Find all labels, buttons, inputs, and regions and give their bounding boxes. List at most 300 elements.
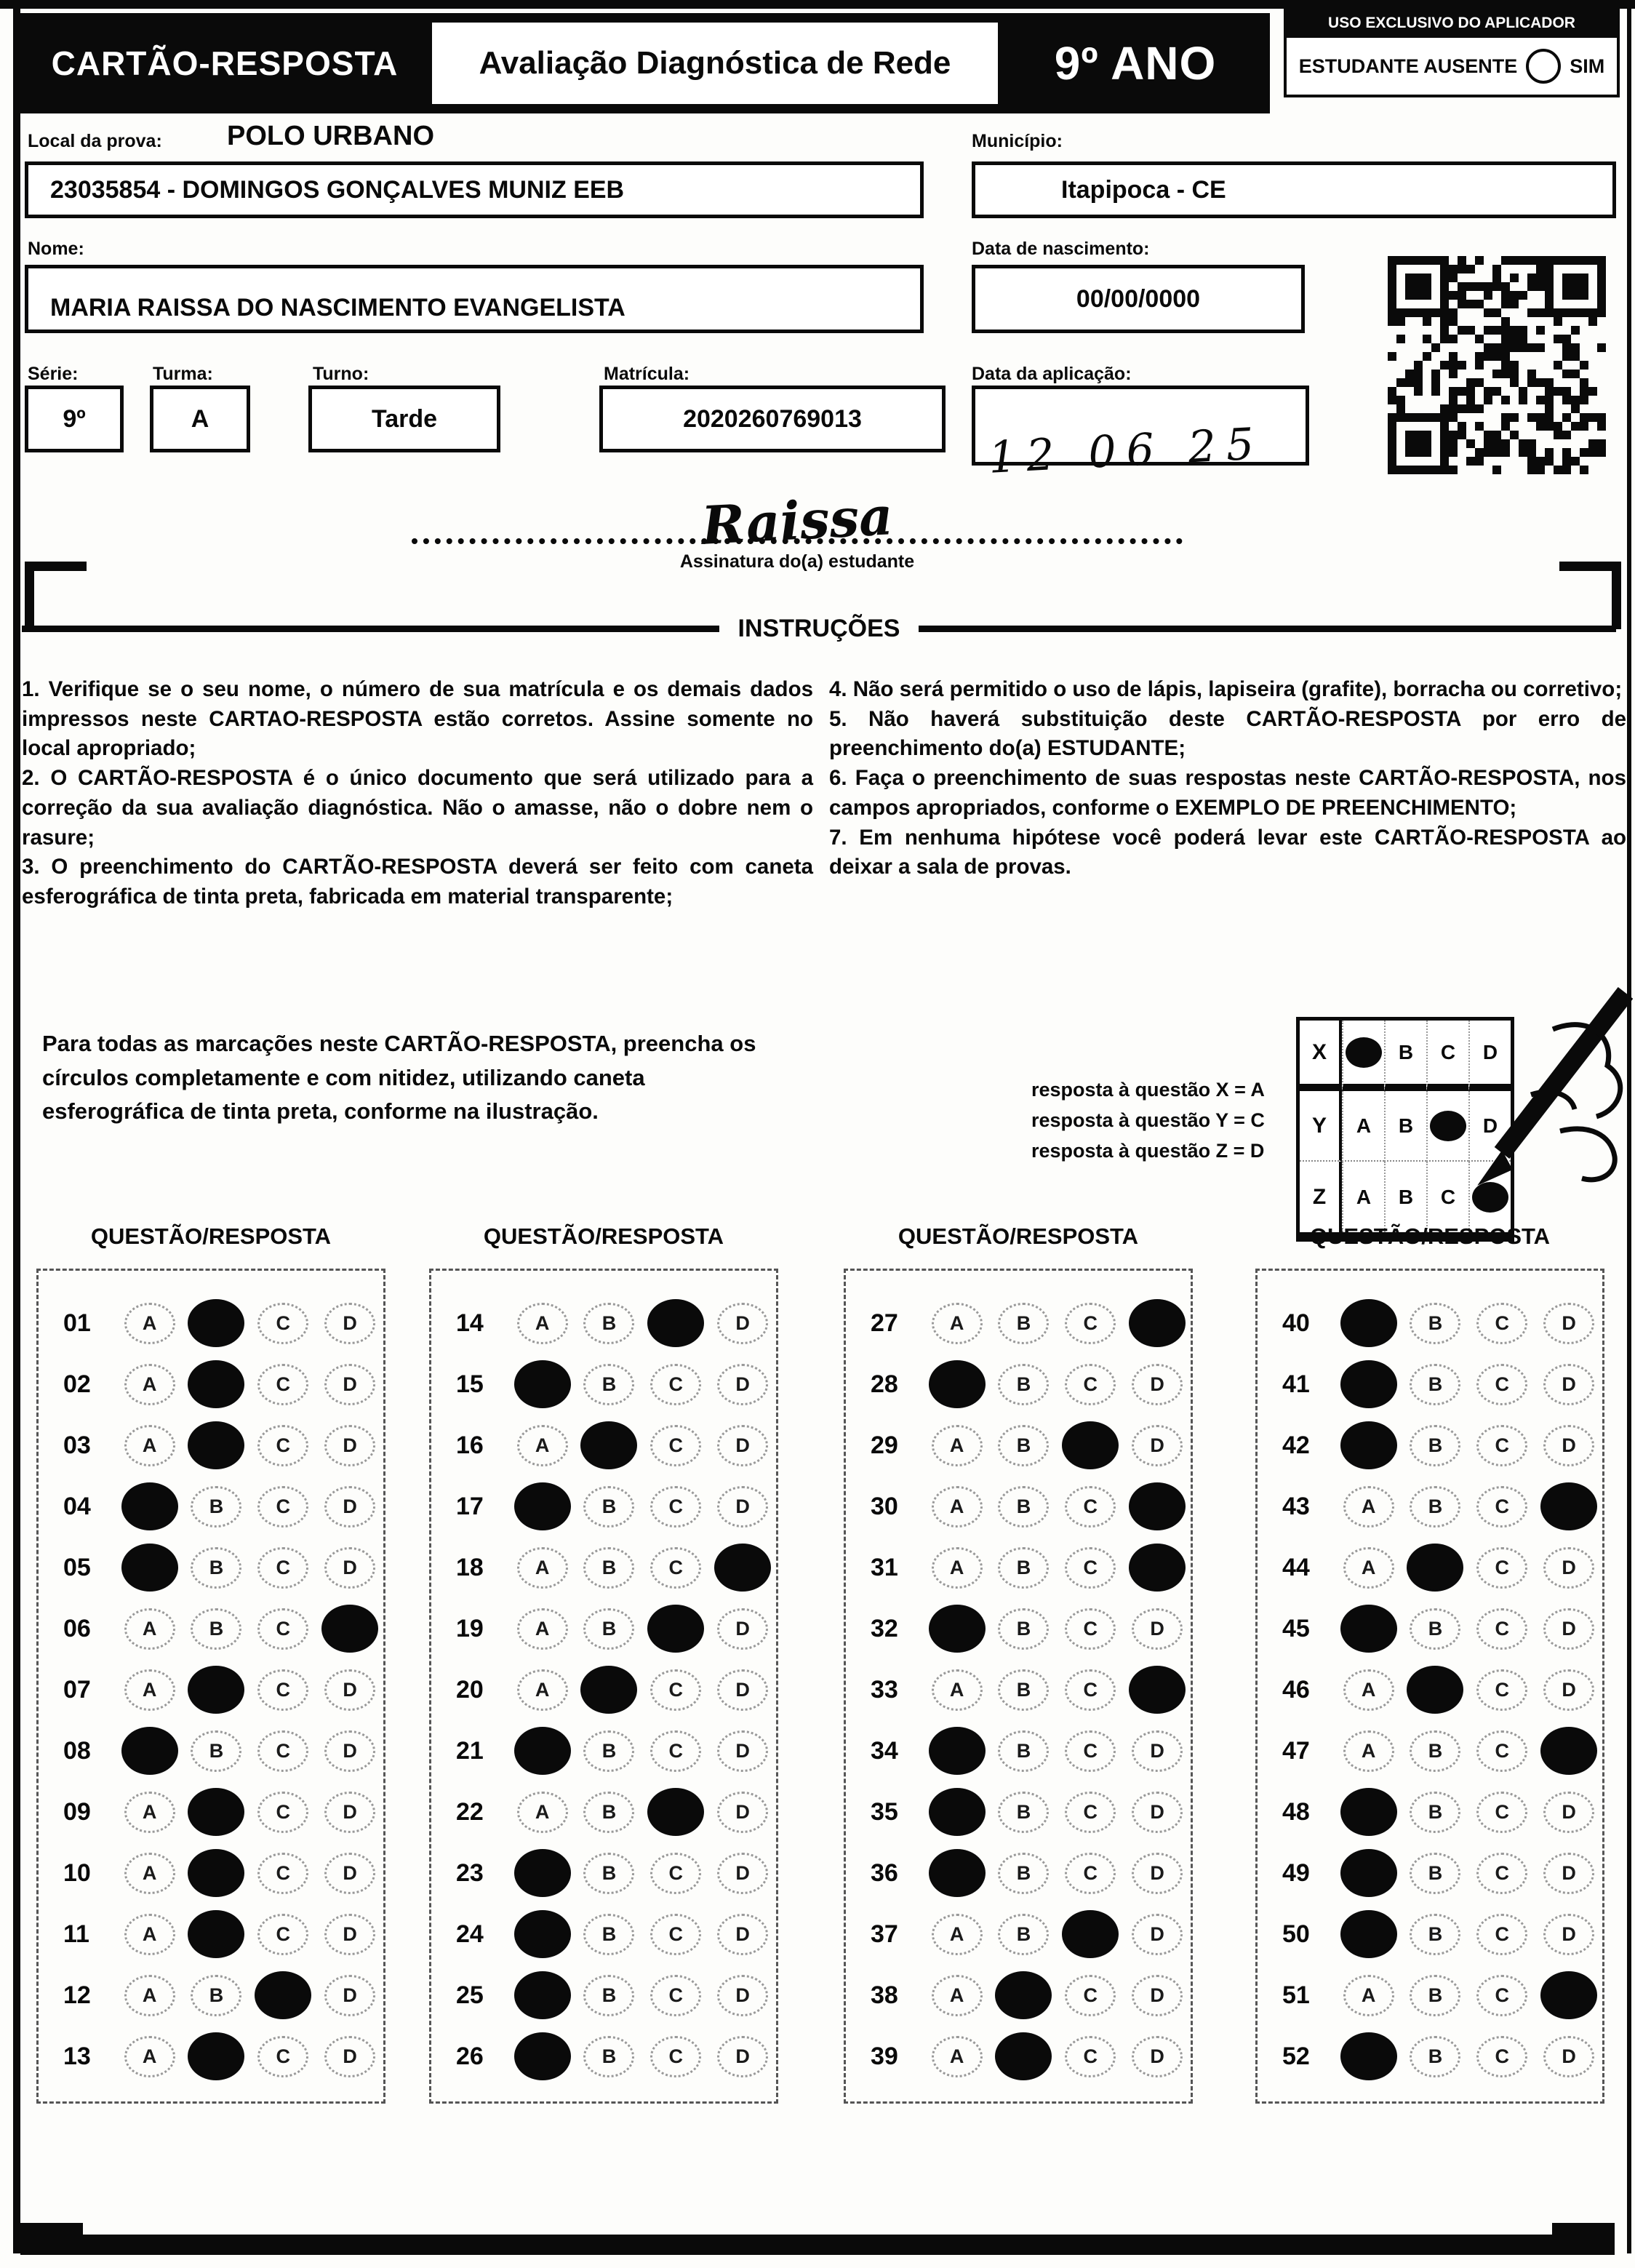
example-option-cell: A xyxy=(1342,1162,1384,1232)
question-number: 46 xyxy=(1282,1675,1310,1704)
answer-bubble-filled[interactable] xyxy=(580,1421,637,1469)
answer-bubble[interactable]: C xyxy=(650,1975,701,2016)
answer-bubble[interactable]: B xyxy=(998,1425,1049,1466)
answer-bubble[interactable]: A xyxy=(124,1853,175,1894)
answer-bubble[interactable]: B xyxy=(191,1486,241,1528)
answer-bubble[interactable]: D xyxy=(717,1303,768,1344)
answer-bubble[interactable]: A xyxy=(932,1547,983,1589)
answer-column xyxy=(844,1269,1193,2104)
answer-bubble[interactable]: A xyxy=(517,1303,568,1344)
municipio-field: Itapipoca - CE xyxy=(972,161,1616,218)
example-filled-bubble xyxy=(1430,1111,1466,1141)
example-grid xyxy=(1296,1017,1514,1242)
answer-bubble[interactable]: B xyxy=(1410,1975,1460,2016)
example-option-cell: B xyxy=(1384,1091,1426,1162)
answer-bubble-filled[interactable] xyxy=(121,1544,178,1592)
answer-row xyxy=(63,1537,383,1598)
answer-row xyxy=(871,1415,1191,1476)
example-legend-line: resposta à questão Z = D xyxy=(1031,1139,1265,1162)
answer-bubble[interactable]: C xyxy=(650,1486,701,1528)
answer-bubble-filled[interactable] xyxy=(1340,1360,1397,1408)
answer-row xyxy=(871,1293,1191,1354)
question-number: 13 xyxy=(63,2042,91,2070)
answer-bubble-filled[interactable] xyxy=(1540,1971,1597,2019)
matricula-label: Matrícula: xyxy=(604,364,690,384)
answer-bubble-filled[interactable] xyxy=(121,1482,178,1530)
question-number: 49 xyxy=(1282,1858,1310,1887)
answer-bubble[interactable]: B xyxy=(998,1669,1049,1711)
answer-row xyxy=(1282,1537,1602,1598)
answer-bubble-filled[interactable] xyxy=(647,1299,704,1347)
question-number: 32 xyxy=(871,1614,898,1642)
answer-bubble[interactable]: C xyxy=(1065,1853,1116,1894)
answer-bubble[interactable]: C xyxy=(1476,2036,1527,2077)
answer-bubble[interactable]: B xyxy=(583,1792,634,1833)
answer-bubble-filled[interactable] xyxy=(188,1849,244,1897)
answer-bubble[interactable]: D xyxy=(1543,1669,1594,1711)
answer-bubble[interactable]: C xyxy=(1065,1486,1116,1528)
answer-bubble[interactable]: D xyxy=(324,1730,375,1772)
answer-row xyxy=(456,1598,776,1659)
question-number: 16 xyxy=(456,1431,484,1459)
answer-bubble[interactable]: B xyxy=(1410,1486,1460,1528)
answer-bubble[interactable]: B xyxy=(191,1608,241,1650)
answer-bubble[interactable]: D xyxy=(1132,1853,1183,1894)
answer-row xyxy=(456,1293,776,1354)
answer-row xyxy=(1282,1293,1602,1354)
answer-bubble[interactable]: D xyxy=(1543,2036,1594,2077)
answer-bubble[interactable]: B xyxy=(1410,1364,1460,1405)
answer-bubble[interactable]: A xyxy=(124,1303,175,1344)
answer-bubble-filled[interactable] xyxy=(255,1971,311,2019)
question-number: 39 xyxy=(871,2042,898,2070)
answer-row xyxy=(871,1842,1191,1904)
answer-bubble[interactable]: D xyxy=(324,1486,375,1528)
answer-bubble[interactable]: A xyxy=(932,1486,983,1528)
turno-field: Tarde xyxy=(308,386,500,452)
answer-row xyxy=(871,1904,1191,1965)
answer-bubble-filled[interactable] xyxy=(1340,1910,1397,1958)
answer-bubble-filled[interactable] xyxy=(995,2032,1052,2080)
question-number: 14 xyxy=(456,1309,484,1337)
answer-bubble[interactable]: C xyxy=(1476,1975,1527,2016)
answer-bubble-filled[interactable] xyxy=(514,2032,571,2080)
answer-bubble-filled[interactable] xyxy=(188,1788,244,1836)
answer-bubble[interactable]: D xyxy=(1543,1608,1594,1650)
answer-bubble-filled[interactable] xyxy=(1407,1544,1463,1592)
answer-column xyxy=(1255,1269,1604,2104)
local-label: Local da prova: xyxy=(28,131,162,151)
signature-caption: Assinatura do(a) estudante xyxy=(679,551,915,572)
answer-bubble[interactable]: D xyxy=(1543,1364,1594,1405)
answer-bubble[interactable]: A xyxy=(932,1303,983,1344)
answer-bubble-filled[interactable] xyxy=(514,1482,571,1530)
answer-bubble-filled[interactable] xyxy=(929,1788,986,1836)
bottom-timing-bar xyxy=(20,2235,1615,2255)
answer-row xyxy=(63,1720,383,1781)
answer-bubble[interactable]: C xyxy=(257,1792,308,1833)
question-number: 33 xyxy=(871,1675,898,1704)
example-legend-line: resposta à questão Y = C xyxy=(1031,1109,1265,1131)
answer-bubble[interactable]: C xyxy=(1065,1364,1116,1405)
answer-bubble[interactable]: D xyxy=(717,1425,768,1466)
answer-bubble-filled[interactable] xyxy=(121,1727,178,1775)
example-option-cell: C xyxy=(1426,1162,1468,1232)
answer-bubble-filled[interactable] xyxy=(1340,1605,1397,1653)
answer-bubble[interactable]: B xyxy=(998,1547,1049,1589)
answer-row xyxy=(63,1781,383,1842)
divider-line-left xyxy=(22,626,719,632)
answer-bubble[interactable]: D xyxy=(1543,1792,1594,1833)
turno-label: Turno: xyxy=(313,364,369,384)
answer-bubble[interactable]: D xyxy=(717,1364,768,1405)
answer-bubble[interactable]: D xyxy=(1543,1303,1594,1344)
answer-bubble[interactable]: B xyxy=(583,1853,634,1894)
answer-bubble-filled[interactable] xyxy=(321,1605,378,1653)
answer-bubble[interactable]: B xyxy=(1410,1853,1460,1894)
answer-bubble[interactable]: C xyxy=(1065,1975,1116,2016)
aplicacao-field[interactable] xyxy=(972,386,1309,484)
answer-bubble-filled[interactable] xyxy=(1340,2032,1397,2080)
answer-bubble-filled[interactable] xyxy=(514,1849,571,1897)
answer-bubble-filled[interactable] xyxy=(1340,1849,1397,1897)
answer-bubble[interactable]: C xyxy=(650,1425,701,1466)
answer-bubble[interactable]: B xyxy=(1410,2036,1460,2077)
answer-bubble-filled[interactable] xyxy=(929,1605,986,1653)
answer-bubble[interactable]: A xyxy=(932,1975,983,2016)
example-option-cell: D xyxy=(1468,1091,1511,1162)
answer-bubble[interactable]: B xyxy=(583,1608,634,1650)
answer-bubble[interactable]: A xyxy=(124,1608,175,1650)
answer-bubble-filled[interactable] xyxy=(1540,1482,1597,1530)
answer-bubble[interactable]: D xyxy=(1543,1425,1594,1466)
answer-bubble-filled[interactable] xyxy=(188,1299,244,1347)
applicator-box xyxy=(1284,6,1620,97)
answer-bubble-filled[interactable] xyxy=(1129,1299,1186,1347)
answer-bubble[interactable]: B xyxy=(191,1975,241,2016)
answer-bubble[interactable]: B xyxy=(1410,1914,1460,1955)
fill-note: Para todas as marcações neste CARTÃO-RESPOSTA, preencha os círculos completamente e com nitidez, utilizando caneta esferográfica de tinta preta, conforme na ilustração. xyxy=(42,1031,756,1124)
divider-line-right xyxy=(919,626,1616,632)
answer-bubble[interactable]: C xyxy=(650,1669,701,1711)
instruction-item: 7. Em nenhuma hipótese você poderá levar este CARTÃO-RESPOSTA ao deixar a sala de provas. xyxy=(829,825,1626,879)
answer-bubble[interactable]: D xyxy=(324,1364,375,1405)
answer-bubble[interactable]: A xyxy=(517,1547,568,1589)
answer-bubble[interactable]: B xyxy=(1410,1792,1460,1833)
answer-bubble[interactable]: A xyxy=(1343,1975,1394,2016)
answer-bubble-filled[interactable] xyxy=(1340,1299,1397,1347)
answer-bubble[interactable]: D xyxy=(1132,1975,1183,2016)
answer-bubble[interactable]: D xyxy=(1132,1792,1183,1833)
answer-bubble[interactable]: A xyxy=(932,1914,983,1955)
answer-bubble[interactable]: D xyxy=(717,1486,768,1528)
answer-bubble[interactable]: B xyxy=(998,1486,1049,1528)
answer-bubble[interactable]: B xyxy=(1410,1303,1460,1344)
answer-bubble[interactable]: C xyxy=(1476,1486,1527,1528)
answer-bubble[interactable]: A xyxy=(517,1425,568,1466)
answer-bubble[interactable]: D xyxy=(324,1425,375,1466)
answer-bubble[interactable]: C xyxy=(650,1730,701,1772)
instruction-item: 3. O preenchimento do CARTÃO-RESPOSTA deverá ser feito com caneta esferográfica de tinta preta, fabricada em material transparente; xyxy=(22,855,813,909)
answer-bubble[interactable]: A xyxy=(124,2036,175,2077)
answer-bubble[interactable]: D xyxy=(717,1853,768,1894)
answer-bubble[interactable]: B xyxy=(998,1792,1049,1833)
answer-bubble-filled[interactable] xyxy=(188,1360,244,1408)
question-number: 10 xyxy=(63,1858,91,1887)
answer-bubble[interactable]: A xyxy=(1343,1669,1394,1711)
answer-bubble[interactable]: D xyxy=(324,1853,375,1894)
answer-bubble[interactable]: C xyxy=(257,1730,308,1772)
answer-bubble-filled[interactable] xyxy=(188,1421,244,1469)
answer-bubble-filled[interactable] xyxy=(1129,1666,1186,1714)
answer-bubble-filled[interactable] xyxy=(188,1666,244,1714)
answer-bubble[interactable]: C xyxy=(1065,1792,1116,1833)
turma-field: A xyxy=(150,386,250,452)
answer-bubble-filled[interactable] xyxy=(647,1605,704,1653)
answer-bubble[interactable]: B xyxy=(583,1730,634,1772)
answer-bubble[interactable]: C xyxy=(650,1914,701,1955)
example-row-label: Y xyxy=(1300,1091,1342,1162)
answer-bubble[interactable]: D xyxy=(1132,1730,1183,1772)
answer-row xyxy=(871,1537,1191,1598)
qr-code xyxy=(1388,256,1619,487)
answer-bubble-filled[interactable] xyxy=(514,1910,571,1958)
answer-bubble[interactable]: B xyxy=(998,1914,1049,1955)
answer-bubble[interactable]: C xyxy=(257,2036,308,2077)
example-option-cell xyxy=(1426,1091,1468,1162)
answer-bubble[interactable]: B xyxy=(998,1853,1049,1894)
answer-bubble[interactable]: C xyxy=(1476,1669,1527,1711)
answer-bubble[interactable]: B xyxy=(998,1364,1049,1405)
answer-bubble[interactable]: D xyxy=(717,1730,768,1772)
instructions-right-column xyxy=(829,675,1626,882)
answer-bubble[interactable]: B xyxy=(1410,1730,1460,1772)
answer-row xyxy=(63,1293,383,1354)
aplicacao-handwritten-value: 12 06 25 xyxy=(987,418,1266,484)
answer-bubble-filled[interactable] xyxy=(1062,1421,1119,1469)
answer-bubble[interactable]: D xyxy=(717,2036,768,2077)
nascimento-label: Data de nascimento: xyxy=(972,239,1150,259)
answer-bubble-filled[interactable] xyxy=(714,1544,771,1592)
answer-bubble[interactable]: D xyxy=(324,1975,375,2016)
answer-bubble-filled[interactable] xyxy=(514,1971,571,2019)
answer-column-title: QUESTÃO/RESPOSTA xyxy=(898,1223,1139,1249)
header-band xyxy=(20,13,1270,113)
answer-bubble[interactable]: D xyxy=(324,1914,375,1955)
answer-bubble[interactable]: B xyxy=(998,1608,1049,1650)
answer-bubble[interactable]: C xyxy=(1065,1608,1116,1650)
answer-bubble[interactable]: B xyxy=(583,1303,634,1344)
answer-bubble-filled[interactable] xyxy=(188,2032,244,2080)
question-number: 19 xyxy=(456,1614,484,1642)
answer-bubble[interactable]: A xyxy=(1343,1486,1394,1528)
answer-bubble[interactable]: C xyxy=(650,2036,701,2077)
answer-bubble[interactable]: D xyxy=(717,1975,768,2016)
answer-bubble[interactable]: C xyxy=(1476,1730,1527,1772)
answer-bubble[interactable]: A xyxy=(932,1669,983,1711)
answer-bubble[interactable]: C xyxy=(1476,1547,1527,1589)
answer-bubble[interactable]: A xyxy=(1343,1547,1394,1589)
answer-bubble[interactable]: A xyxy=(517,1608,568,1650)
answer-bubble[interactable]: C xyxy=(257,1853,308,1894)
answer-bubble[interactable]: D xyxy=(324,1669,375,1711)
answer-bubble[interactable]: C xyxy=(1065,1547,1116,1589)
answer-bubble[interactable]: B xyxy=(998,1303,1049,1344)
answer-bubble[interactable]: C xyxy=(257,1364,308,1405)
answer-bubble-filled[interactable] xyxy=(929,1360,986,1408)
answer-row xyxy=(456,1537,776,1598)
question-number: 35 xyxy=(871,1797,898,1826)
answer-bubble[interactable]: C xyxy=(1476,1364,1527,1405)
answer-bubble-filled[interactable] xyxy=(1340,1421,1397,1469)
answer-bubble[interactable]: A xyxy=(124,1364,175,1405)
answer-bubble[interactable]: B xyxy=(583,2036,634,2077)
answer-bubble[interactable]: A xyxy=(124,1975,175,2016)
answer-bubble[interactable]: D xyxy=(1543,1914,1594,1955)
answer-bubble[interactable]: C xyxy=(1476,1853,1527,1894)
question-number: 20 xyxy=(456,1675,484,1704)
answer-bubble-filled[interactable] xyxy=(580,1666,637,1714)
answer-bubble[interactable]: B xyxy=(191,1547,241,1589)
question-number: 34 xyxy=(871,1736,898,1765)
answer-bubble[interactable]: C xyxy=(1065,1730,1116,1772)
answer-bubble[interactable]: D xyxy=(324,2036,375,2077)
answer-bubble-filled[interactable] xyxy=(1340,1788,1397,1836)
right-border-rule xyxy=(1627,7,1631,2253)
answer-bubble[interactable]: C xyxy=(257,1914,308,1955)
answer-bubble[interactable]: B xyxy=(191,1730,241,1772)
answer-bubble[interactable]: A xyxy=(1343,1730,1394,1772)
question-number: 18 xyxy=(456,1553,484,1581)
answer-bubble-filled[interactable] xyxy=(929,1849,986,1897)
answer-row xyxy=(871,1476,1191,1537)
answer-bubble[interactable]: C xyxy=(1065,1303,1116,1344)
answer-bubble-filled[interactable] xyxy=(1129,1544,1186,1592)
answer-bubble[interactable]: D xyxy=(1132,1914,1183,1955)
answer-bubble-filled[interactable] xyxy=(1407,1666,1463,1714)
question-number: 05 xyxy=(63,1553,91,1581)
answer-bubble[interactable]: A xyxy=(124,1914,175,1955)
answer-bubble-filled[interactable] xyxy=(1540,1727,1597,1775)
answer-bubble[interactable]: C xyxy=(1065,2036,1116,2077)
example-legend-line: resposta à questão X = A xyxy=(1031,1079,1265,1101)
question-number: 06 xyxy=(63,1614,91,1642)
answer-row xyxy=(871,1965,1191,2026)
answer-bubble[interactable]: A xyxy=(124,1425,175,1466)
answer-row xyxy=(1282,1415,1602,1476)
answer-bubble[interactable]: B xyxy=(1410,1425,1460,1466)
answer-bubble-filled[interactable] xyxy=(995,1971,1052,2019)
question-number: 52 xyxy=(1282,2042,1310,2070)
answer-bubble-filled[interactable] xyxy=(647,1788,704,1836)
answer-bubble[interactable]: B xyxy=(583,1975,634,2016)
answer-bubble[interactable]: C xyxy=(650,1853,701,1894)
answer-bubble-filled[interactable] xyxy=(188,1910,244,1958)
answer-bubble[interactable]: D xyxy=(717,1608,768,1650)
answer-bubble[interactable]: D xyxy=(1132,1608,1183,1650)
answer-bubble[interactable]: D xyxy=(324,1303,375,1344)
answer-bubble[interactable]: B xyxy=(998,1730,1049,1772)
answer-bubble[interactable]: D xyxy=(1132,1425,1183,1466)
answer-bubble[interactable]: D xyxy=(324,1547,375,1589)
question-number: 07 xyxy=(63,1675,91,1704)
answer-bubble[interactable]: D xyxy=(717,1914,768,1955)
answer-bubble[interactable]: C xyxy=(257,1669,308,1711)
grade-badge: 9º ANO xyxy=(1054,37,1217,89)
serie-field: 9º xyxy=(25,386,124,452)
answer-bubble[interactable]: B xyxy=(583,1914,634,1955)
answer-bubble[interactable]: D xyxy=(1132,2036,1183,2077)
example-option-cell xyxy=(1342,1021,1384,1091)
absent-bubble[interactable] xyxy=(1526,49,1561,84)
example-row-label: Z xyxy=(1300,1162,1342,1232)
question-number: 08 xyxy=(63,1736,91,1765)
answer-bubble[interactable]: C xyxy=(257,1303,308,1344)
absent-option-label: SIM xyxy=(1570,55,1605,77)
answer-bubble[interactable]: C xyxy=(1476,1425,1527,1466)
answer-row xyxy=(871,2026,1191,2087)
answer-bubble[interactable]: D xyxy=(1543,1853,1594,1894)
answer-bubble[interactable]: A xyxy=(124,1792,175,1833)
question-number: 04 xyxy=(63,1492,91,1520)
answer-bubble[interactable]: D xyxy=(717,1792,768,1833)
answer-bubble[interactable]: C xyxy=(1476,1914,1527,1955)
answer-bubble[interactable]: A xyxy=(124,1669,175,1711)
answer-bubble[interactable]: C xyxy=(257,1547,308,1589)
answer-bubble[interactable]: A xyxy=(517,1792,568,1833)
answer-bubble[interactable]: C xyxy=(1065,1669,1116,1711)
answer-bubble-filled[interactable] xyxy=(1129,1482,1186,1530)
answer-row xyxy=(63,1842,383,1904)
answer-bubble[interactable]: C xyxy=(1476,1303,1527,1344)
answer-row xyxy=(456,1781,776,1842)
answer-row xyxy=(456,1476,776,1537)
answer-bubble[interactable]: C xyxy=(257,1425,308,1466)
answer-row xyxy=(63,1659,383,1720)
signature-line[interactable] xyxy=(412,466,1183,556)
answer-bubble-filled[interactable] xyxy=(1062,1910,1119,1958)
answer-bubble[interactable]: C xyxy=(650,1547,701,1589)
answer-bubble[interactable]: A xyxy=(932,1425,983,1466)
answer-bubble[interactable]: D xyxy=(1543,1547,1594,1589)
applicator-box-title: USO EXCLUSIVO DO APLICADOR xyxy=(1328,15,1575,31)
answer-bubble[interactable]: A xyxy=(932,2036,983,2077)
answer-bubble[interactable]: C xyxy=(257,1608,308,1650)
answer-bubble-filled[interactable] xyxy=(514,1727,571,1775)
answer-bubble[interactable]: D xyxy=(717,1669,768,1711)
answer-bubble[interactable]: B xyxy=(583,1364,634,1405)
question-number: 11 xyxy=(63,1920,89,1948)
example-filled-bubble xyxy=(1472,1182,1508,1213)
answer-bubble[interactable]: C xyxy=(650,1364,701,1405)
question-number: 12 xyxy=(63,1981,91,2009)
answer-bubble[interactable]: C xyxy=(1476,1792,1527,1833)
answer-bubble[interactable]: B xyxy=(1410,1608,1460,1650)
answer-bubble[interactable]: A xyxy=(517,1669,568,1711)
question-number: 48 xyxy=(1282,1797,1310,1826)
answer-bubble[interactable]: B xyxy=(583,1486,634,1528)
answer-row xyxy=(456,1659,776,1720)
answer-bubble[interactable]: D xyxy=(1132,1364,1183,1405)
answer-bubble[interactable]: C xyxy=(1476,1608,1527,1650)
answer-row xyxy=(456,1415,776,1476)
answer-bubble[interactable]: D xyxy=(324,1792,375,1833)
answer-bubble[interactable]: C xyxy=(257,1486,308,1528)
answer-row xyxy=(871,1659,1191,1720)
answer-bubble[interactable]: B xyxy=(583,1547,634,1589)
answer-bubble-filled[interactable] xyxy=(929,1727,986,1775)
answer-bubble-filled[interactable] xyxy=(514,1360,571,1408)
